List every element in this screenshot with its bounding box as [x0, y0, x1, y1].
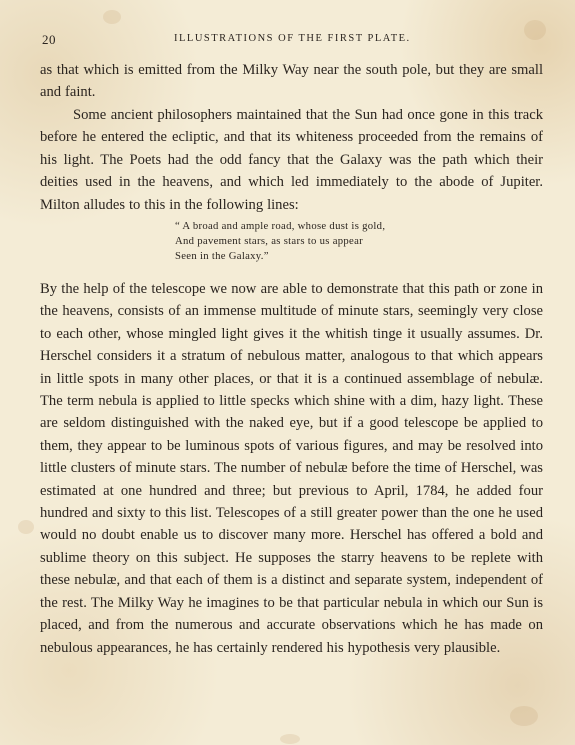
quote-line: And pavement stars, as stars to us appear [175, 234, 364, 247]
milton-quotation [175, 219, 445, 263]
foxing-spot [510, 706, 538, 726]
paragraph-continuation: as that which is emitted from the Milky Way near the south pole, but they are small and faint. [40, 62, 543, 101]
paragraph-ancient-philosophers: Some ancient philosophers maintained that the Sun had once gone in this track before he entered the ecliptic, and that its whiteness proceeded from the remains of his light. The Poets had the odd fancy that the Galaxy was the path which their deities used in the heavens, and which led immediately to the abode of Jupiter. Milton alludes to this in the following lines: [40, 107, 543, 213]
page-number: 20 [42, 32, 56, 47]
foxing-spot [280, 734, 300, 744]
foxing-spot [18, 520, 34, 534]
paragraph-telescope: By the help of the telescope we now are able to demonstrate that this path or zone in the heavens, consists of an immense multitude of minute stars, seemingly very close to each other, whose mingled light gives it the whitish tinge it usually assumes. Dr. Herschel considers it a stratum of nebulous matter, analogous to that which appears in little spots in many other places, or that it is a continued assemblage of nebulæ. The term nebula is applied to little specks which shine with a dim, hazy light. These are seldom distinguished with the naked eye, but if a good telescope be applied to them, they appear to be luminous spots of various figures, and may be resolved into little clusters of minute stars. The number of nebulæ before the time of Herschel, was estimated at one hundred and three; but previous to April, 1784, he added four hundred and sixty to this list. Telescopes of a still greater power than the one he used would no doubt enable us to discover many more. Herschel has offered a bold and sublime theory on this subject. He supposes the starry heavens to be replete with these nebulæ, and that each of them is a distinct and separate system, independent of the rest. The Milky Way he imagines to be that particular nebula in which our Sun is placed, and from the numerous and accurate observations which he has made on nebulous appearances, he has certainly rendered his hypothesis very plausible. [40, 281, 543, 656]
running-header [42, 32, 547, 48]
quote-line: “ A broad and ample road, whose dust is gold, [175, 220, 386, 232]
running-title: ILLUSTRATIONS OF THE FIRST PLATE. [174, 33, 411, 44]
foxing-spot [103, 10, 121, 24]
quote-line: Seen in the Galaxy.” [175, 249, 269, 262]
